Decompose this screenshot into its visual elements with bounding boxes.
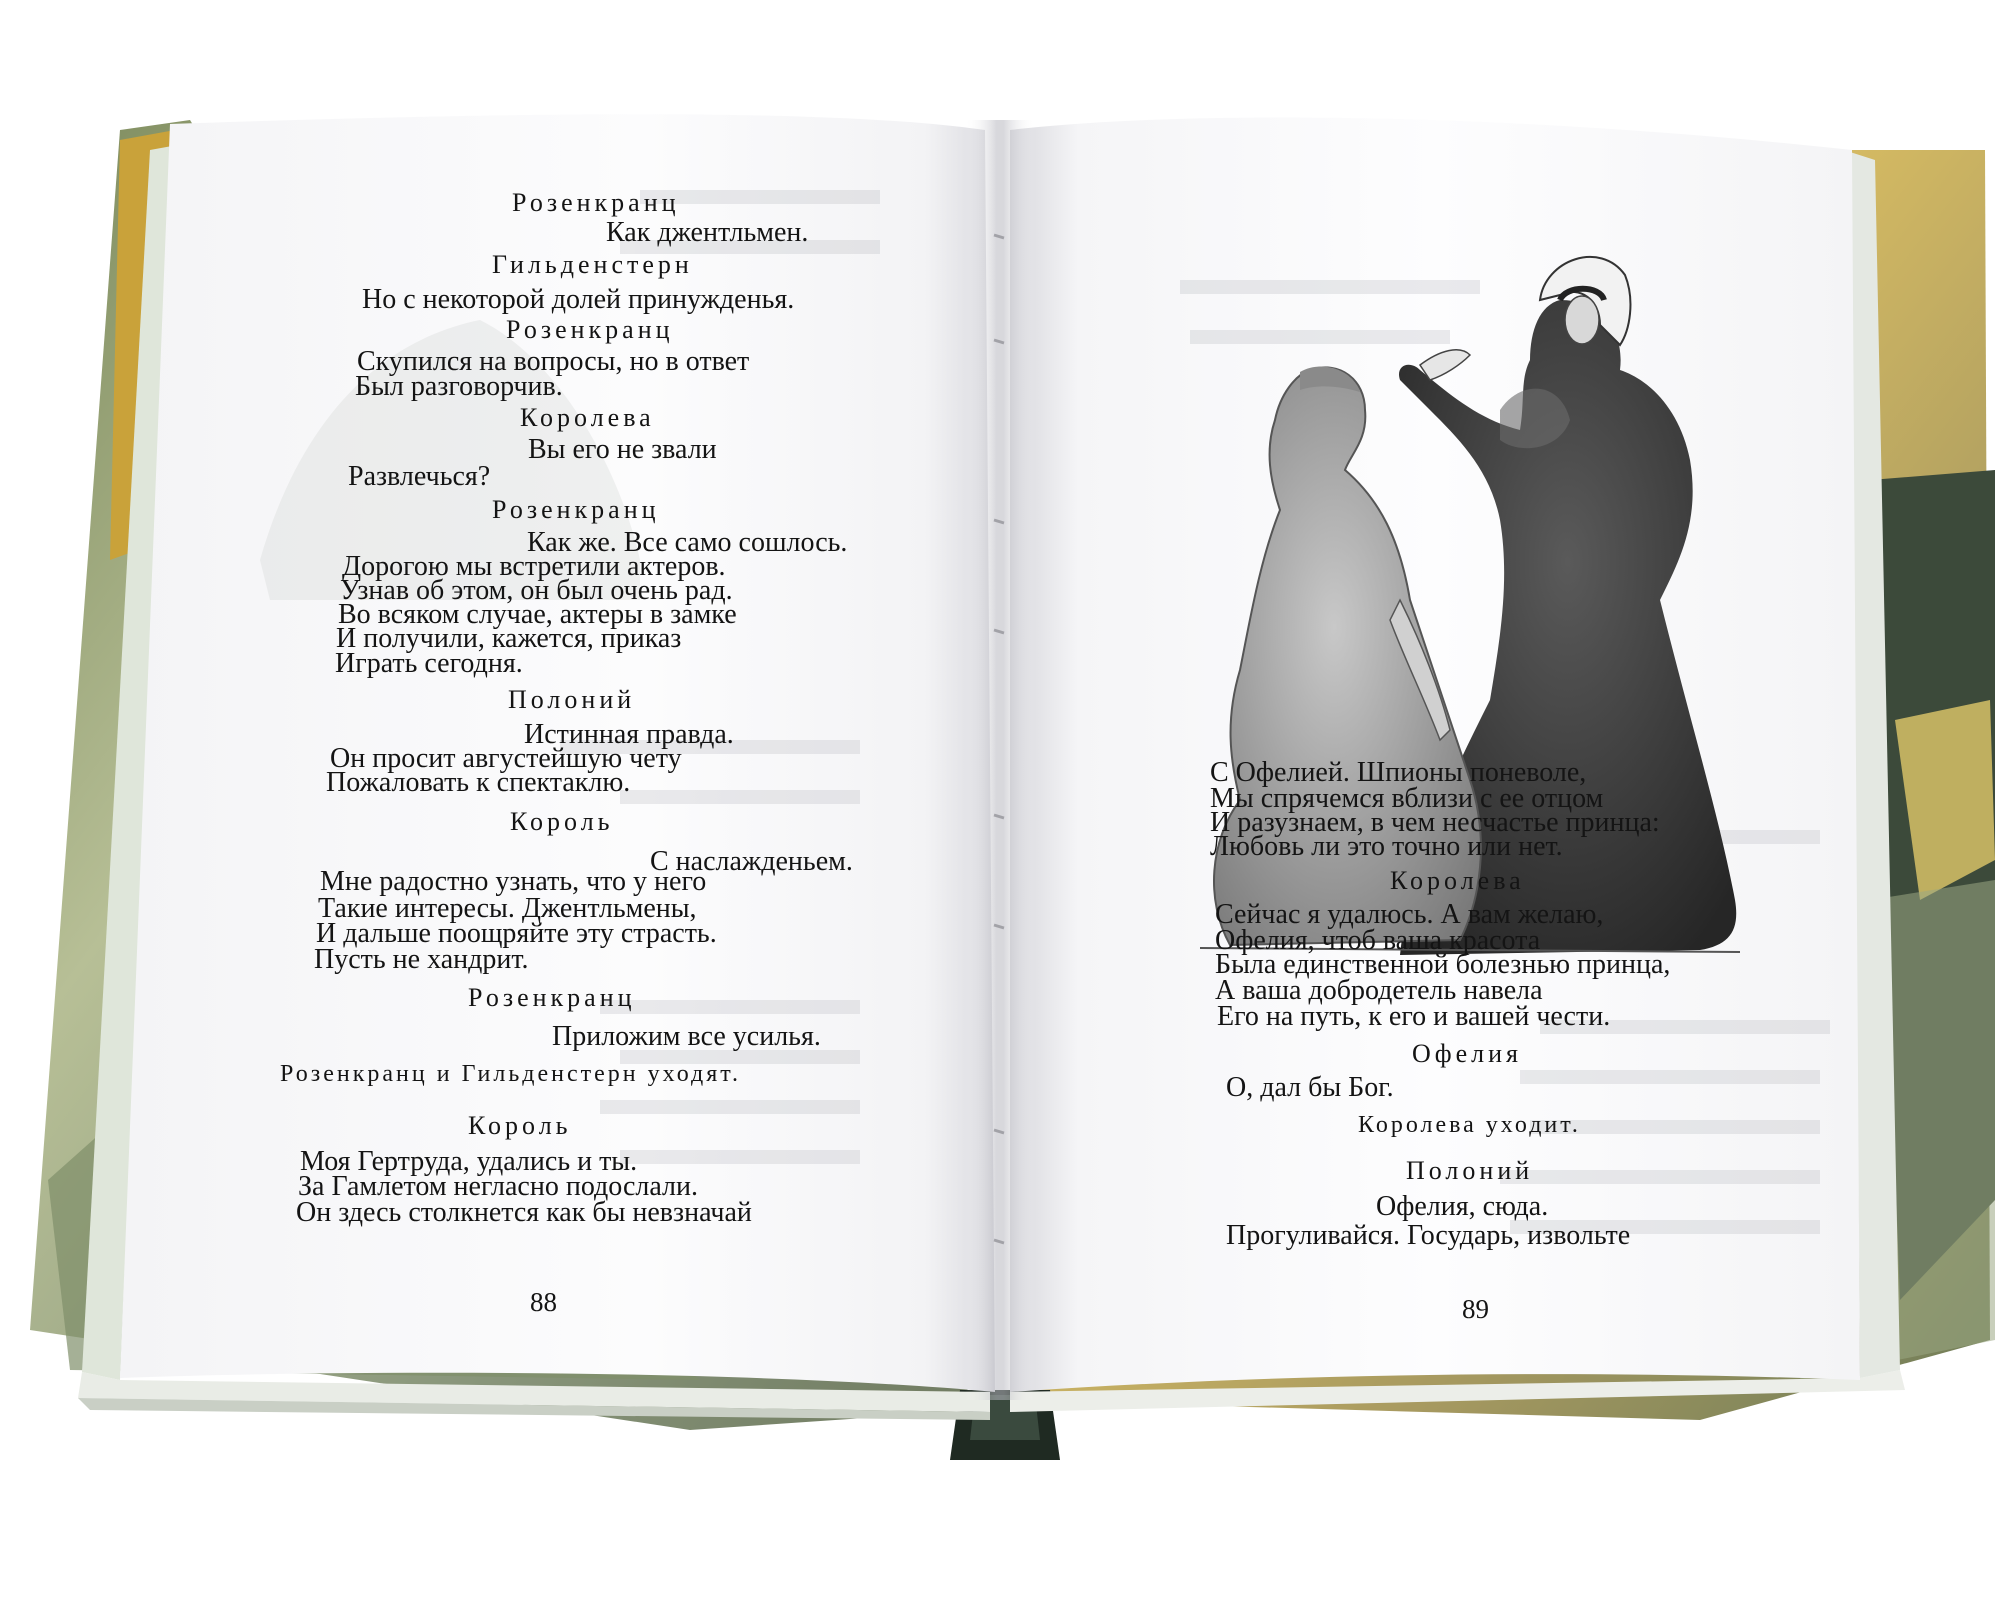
verse-line: Играть сегодня.: [335, 648, 523, 679]
page-number: 89: [1462, 1294, 1489, 1324]
verse-line: Мы спрячемся вблизи с ее отцом: [1210, 783, 1604, 814]
verse-line: Сейчас я удалюсь. А вам желаю,: [1215, 899, 1604, 930]
verse-line: За Гамлетом негласно подослали.: [298, 1171, 698, 1202]
verse-line: Как джентльмен.: [606, 217, 809, 248]
speaker-name: Офелия: [1412, 1039, 1523, 1068]
speaker-name: Гильденстерн: [492, 250, 693, 279]
verse-line: Приложим все усилья.: [552, 1021, 821, 1052]
verse-line: Развлечься?: [348, 461, 491, 492]
verse-line: Пусть не хандрит.: [314, 944, 529, 975]
speaker-name: Королева: [1390, 866, 1525, 895]
verse-line: Офелия, чтоб ваша красота: [1215, 925, 1541, 956]
verse-line: Дорогою мы встретили актеров.: [342, 551, 726, 582]
verse-line: Была единственной болезнью принца,: [1215, 949, 1671, 980]
verse-line: Истинная правда.: [524, 719, 734, 750]
page-number: 88: [530, 1287, 557, 1317]
verse-line: О, дал бы Бог.: [1226, 1072, 1394, 1103]
verse-line: Скупился на вопросы, но в ответ: [357, 346, 750, 377]
verse-line: Он просит августейшую чету: [330, 743, 682, 774]
verse-line: И дальше поощряйте эту страсть.: [316, 918, 717, 949]
speaker-name: Королева: [520, 403, 655, 432]
speaker-name: Розенкранц: [506, 315, 674, 344]
verse-line: С Офелией. Шпионы поневоле,: [1210, 757, 1587, 788]
speaker-name: Розенкранц: [492, 495, 660, 524]
speaker-name: Король: [468, 1111, 572, 1140]
verse-line: Его на путь, к его и вашей чести.: [1217, 1001, 1611, 1032]
verse-line: Во всяком случае, актеры в замке: [338, 599, 737, 630]
stage-direction: Розенкранц и Гильденстерн уходят.: [280, 1061, 741, 1087]
verse-line: С наслажденьем.: [650, 846, 853, 877]
speaker-name: Розенкранц: [512, 188, 680, 217]
verse-line: Как же. Все само сошлось.: [527, 527, 848, 558]
verse-line: Был разговорчив.: [355, 371, 563, 402]
verse-line: Мне радостно узнать, что у него: [320, 866, 707, 897]
verse-line: И получили, кажется, приказ: [336, 623, 682, 654]
verse-line: Такие интересы. Джентльмены,: [318, 893, 697, 924]
verse-line: Вы его не звали: [528, 434, 717, 465]
speaker-name: Король: [510, 807, 614, 836]
speaker-name: Розенкранц: [468, 983, 636, 1012]
stage-direction: Королева уходит.: [1358, 1112, 1581, 1138]
verse-line: И разузнаем, в чем несчастье принца:: [1210, 807, 1660, 838]
verse-line: Узнав об этом, он был очень рад.: [340, 575, 733, 606]
verse-line: Офелия, сюда.: [1376, 1191, 1549, 1222]
verse-line: Любовь ли это точно или нет.: [1210, 831, 1563, 862]
speaker-name: Полоний: [1406, 1156, 1534, 1185]
verse-line: А ваша добродетель навела: [1215, 975, 1543, 1006]
verse-line: Но с некоторой долей принужденья.: [362, 284, 795, 315]
verse-line: Пожаловать к спектаклю.: [326, 767, 631, 798]
verse-line: Он здесь столкнется как бы невзначай: [296, 1197, 752, 1228]
speaker-name: Полоний: [508, 685, 636, 714]
verse-line: Прогуливайся. Государь, извольте: [1226, 1220, 1631, 1251]
verse-line: Моя Гертруда, удались и ты.: [300, 1146, 638, 1177]
